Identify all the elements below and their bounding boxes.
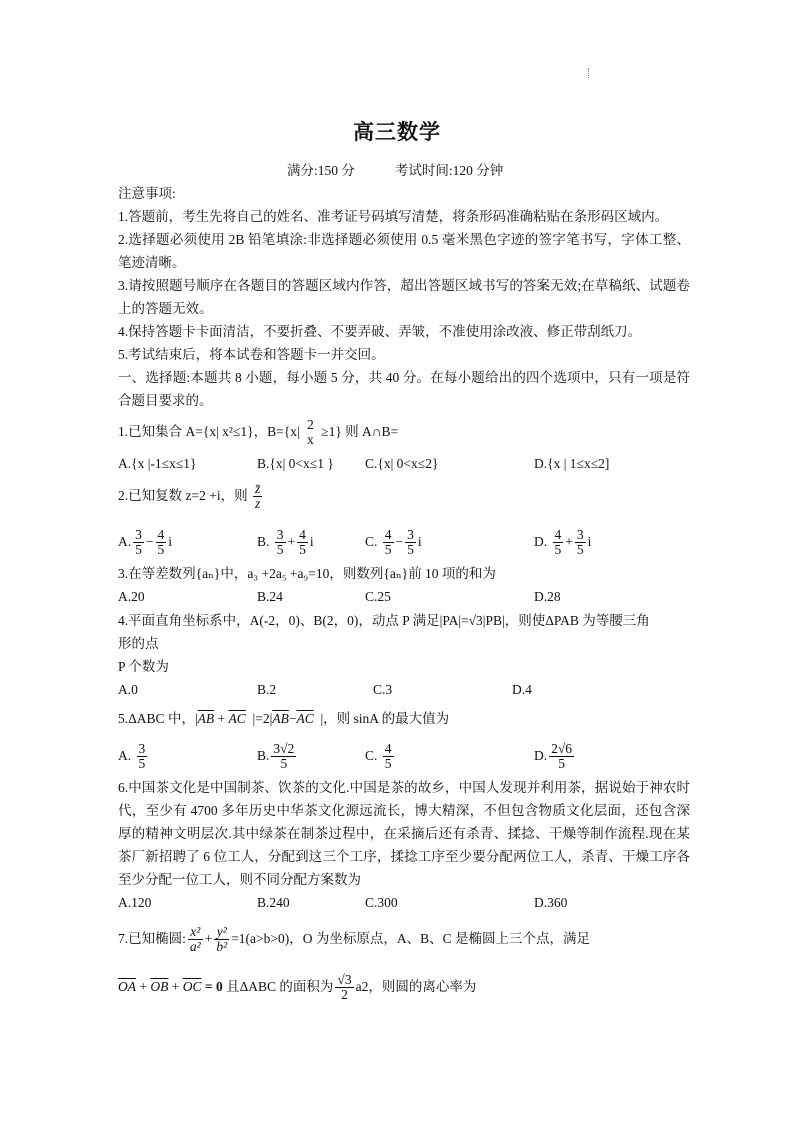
question-7-line-1: 7.已知椭圆: $\frac{\text{x²}}{\text{a²}}$ + $\frac{\text{y²}}{\text{b²}}$ =1(a>b>0)，O 为坐标原点，A、B、C 是椭圆上三个点，满足 [118,923,590,955]
exam-meta [118,160,690,182]
q2-option-d: D. $\frac{4}{5}$ + $\frac{3}{5}$ i [534,526,592,558]
q5-options [118,736,690,776]
margin-dot-mark [588,68,590,78]
q5-suffix: |，则 sinA 的最大值为 [320,711,450,726]
q5-option-d: D. $\frac{2√6}{5}$ [534,740,573,772]
q1-options [118,452,690,476]
question-4-line-2: 形的点 [118,636,159,651]
question-1 [118,412,690,452]
q6-options [118,891,690,915]
q2-option-b: B. $\frac{3}{5}$ + $\frac{4}{5}$ i [257,526,314,558]
exam-page [118,118,690,1011]
q6-option-b: B.240 [257,895,290,910]
q1-frac-den: x [307,431,314,447]
question-4-line-3: P 个数为 [118,659,169,674]
question-7-line-2: $\overline{OA} + \overline{OB} + \overline{OC} = 0$ 且ΔABC 的面积为 $\frac{√3}{2}$ a2，则圆的离心率为 [118,971,477,1003]
q1-option-c: C.{x| 0<x≤2} [365,456,439,471]
q1-frac-num: 2 [307,417,314,433]
exam-time: 考试时间:120 分钟 [394,163,504,178]
q2-fraction [253,482,262,513]
q1-option-b: B.{x| 0<x≤1 } [257,456,334,471]
question-5: 5.ΔABC 中，$|\overline{AB} + \overline{AC}$ $|=2|\overline{AB}-\overline{AC}$ |，则 sinA 的最大值为 [118,711,450,726]
vector-oa: $\overline{OA}$ [118,979,136,994]
q7-prefix: 7.已知椭圆: [118,931,186,946]
vector-ob: $\overline{OB}$ [150,979,169,994]
q5-prefix: 5.ΔABC 中，| [118,711,198,726]
vector-oc: $\overline{OC}$ [182,979,202,994]
page-title: 高三数学 [353,120,441,144]
question-3: 3.在等差数列{aₙ}中，a₃ +2a₅ +a₉=10，则数列{aₙ}前 10 项的和为 [118,566,496,581]
q5-option-a: A. $\frac{3}{5}$ [118,740,146,772]
question-4-line-1: 4.平面直角坐标系中，A(-2，0)、B(2，0)，动点 P 满足|PA|=√3|PB|，则使ΔPAB 为等腰三角 [118,613,650,628]
q1-fraction [305,418,316,448]
q2-options [118,522,690,562]
note-item-4: 4.保持答题卡卡面清洁，不要折叠、不要弄破、弄皱，不准使用涂改液、修正带刮纸刀。 [118,324,642,339]
q6-option-d: D.360 [534,895,568,910]
note-item-1: 1.答题前，考生先将自己的姓名、准考证号码填写清楚，将条形码准确粘贴在条形码区域内。 [118,209,669,224]
q7-eq: =1(a>b>0)，O 为坐标原点，A、B、C 是椭圆上三个点，满足 [231,931,590,946]
q2-option-a: A. $\frac{3}{5}$ − $\frac{4}{5}$ i [118,526,173,558]
q2-option-c: C. $\frac{4}{5}$ − $\frac{3}{5}$ i [365,526,422,558]
section-heading: 一、选择题:本题共 8 小题，每小题 5 分，共 40 分。在每小题给出的四个选项中，只有一项是符合题目要求的。 [118,370,690,408]
q4-option-a: A.0 [118,682,138,697]
full-score: 满分:150 分 [287,163,355,178]
q2-prefix: 2.已知复数 z=2 +i，则 [118,488,248,503]
q4-options [118,678,690,702]
note-item-2: 2.选择题必须使用 2B 铅笔填涂:非选择题必须使用 0.5 毫米黑色字迹的签字笔书写，字体工整、笔迹清晰。 [118,232,690,270]
question-2 [118,476,690,516]
vector-ac-2: $\overline{AC}$ [296,711,314,726]
q4-option-d: D.4 [512,682,532,697]
q2-frac-den: z [254,496,261,512]
q3-options [118,585,690,609]
q3-option-c: C.25 [365,589,391,604]
q4-option-b: B.2 [257,682,277,697]
note-item-3: 3.请按照题号顺序在各题目的答题区域内作答，超出答题区域书写的答案无效;在草稿纸、试题卷上的答题无效。 [118,278,690,316]
vector-ab-2: $\overline{AB}$ [272,711,289,726]
q1-prefix: 1.已知集合 A={x| x²≤1}，B={x| [118,424,300,439]
q1-suffix: ≥1} 则 A∩B= [321,424,399,439]
q4-option-c: C.3 [373,682,393,697]
vector-ab: $\overline{AB}$ [197,711,215,726]
q5-option-c: C. $\frac{4}{5}$ [365,740,392,772]
question-6: 6.中国茶文化是中国制茶、饮茶的文化.中国是茶的故乡，中国人发现并利用茶，据说始于神农时代，至少有 4700 多年历史中华茶文化源远流长，博大精深，不但包含物质文化层面，还包含深厚的精神文明层次.其中绿茶在制茶过程中，在采摘后还有杀青、揉捻、干燥等制作流程.现在某茶厂新招聘了 6 位工人，分配到这三个工序，揉捻工序至少要分配两位工人，杀青、干燥工序各至少分配一位工人，则不同分配方案数为 [118,780,690,887]
q3-option-a: A.20 [118,589,145,604]
q1-option-d: D.{x | 1≤x≤2] [534,456,610,471]
q5-option-b: B. $\frac{3√2}{5}$ [257,740,295,772]
vector-ac: $\overline{AC}$ [228,711,246,726]
q6-option-a: A.120 [118,895,152,910]
q6-option-c: C.300 [365,895,398,910]
q1-option-a: A.{x |-1≤x≤1} [118,456,197,471]
notes-heading: 注意事项: [118,186,176,201]
note-item-5: 5.考试结束后，将本试卷和答题卡一并交回。 [118,347,385,362]
q2-frac-num: z̄ [254,480,261,496]
q3-option-b: B.24 [257,589,283,604]
q3-option-d: D.28 [534,589,561,604]
